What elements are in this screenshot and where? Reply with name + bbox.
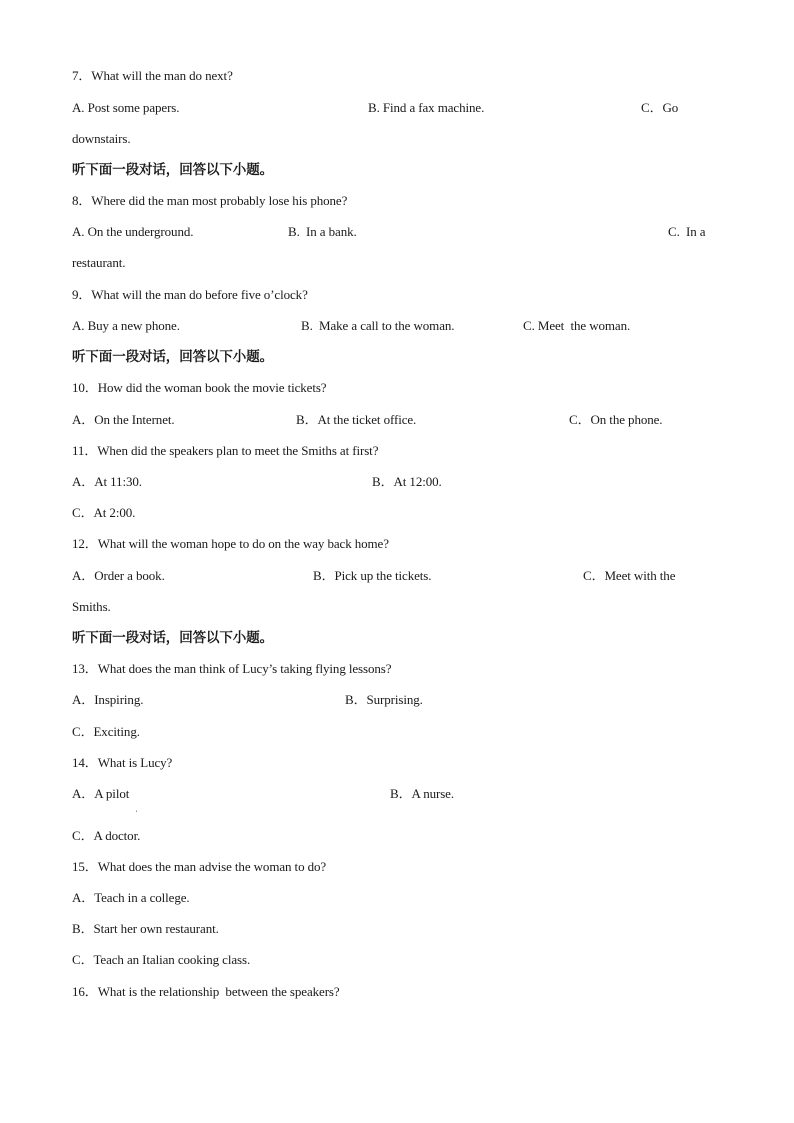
question-7-option-a: A. Post some papers.	[72, 100, 180, 115]
question-12-option-c-continued: Smiths.	[72, 599, 111, 614]
question-8-stem: 8．Where did the man most probably lose his phone?	[72, 193, 348, 208]
question-11-stem: 11．When did the speakers plan to meet the Smiths at first?	[72, 443, 379, 458]
question-8-option-b: B. In a bank.	[288, 224, 357, 239]
question-9-stem: 9．What will the man do before five o’clock?	[72, 287, 308, 302]
question-7-option-c: C．Go	[641, 100, 679, 115]
question-15-option-a: A．Teach in a college.	[72, 890, 190, 905]
question-10-option-b: B．At the ticket office.	[296, 412, 417, 427]
question-13-option-a: A．Inspiring.	[72, 692, 144, 707]
section-heading-3: 听下面一段对话，回答以下小题。	[72, 630, 273, 646]
question-14-option-a: A．A pilot	[72, 786, 130, 801]
question-15-option-b: B．Start her own restaurant.	[72, 921, 219, 936]
question-12-option-c: C．Meet with the	[583, 568, 676, 583]
question-15-stem: 15．What does the man advise the woman to do?	[72, 859, 327, 874]
question-13-option-b: B．Surprising.	[345, 692, 423, 707]
question-10-stem: 10．How did the woman book the movie tickets?	[72, 380, 327, 395]
question-7-stem: 7．What will the man do next?	[72, 68, 233, 83]
stray-mark: ˌ	[135, 802, 138, 812]
question-12-option-a: A．Order a book.	[72, 568, 165, 583]
question-15-option-c: C．Teach an Italian cooking class.	[72, 952, 251, 967]
question-14-option-b: B．A nurse.	[390, 786, 455, 801]
question-7-option-c-continued: downstairs.	[72, 131, 131, 146]
question-11-option-a: A．At 11:30.	[72, 474, 142, 489]
question-9-option-c: C. Meet the woman.	[523, 318, 631, 333]
question-13-stem: 13．What does the man think of Lucy’s taking flying lessons?	[72, 661, 392, 676]
question-11-option-c: C．At 2:00.	[72, 505, 136, 520]
question-8-option-a: A. On the underground.	[72, 224, 194, 239]
question-12-stem: 12．What will the woman hope to do on the way back home?	[72, 536, 389, 551]
section-heading-2: 听下面一段对话，回答以下小题。	[72, 349, 273, 365]
question-8-option-c-continued: restaurant.	[72, 255, 126, 270]
question-10-option-c: C．On the phone.	[569, 412, 663, 427]
question-8-option-c: C. In a	[668, 224, 706, 239]
question-14-option-c: C．A doctor.	[72, 828, 141, 843]
question-12-option-b: B．Pick up the tickets.	[313, 568, 432, 583]
section-heading-1: 听下面一段对话，回答以下小题。	[72, 162, 273, 178]
question-14-stem: 14．What is Lucy?	[72, 755, 173, 770]
question-9-option-b: B. Make a call to the woman.	[301, 318, 455, 333]
question-11-option-b: B．At 12:00.	[372, 474, 442, 489]
question-13-option-c: C．Exciting.	[72, 724, 140, 739]
question-9-option-a: A. Buy a new phone.	[72, 318, 180, 333]
question-10-option-a: A．On the Internet.	[72, 412, 175, 427]
question-7-option-b: B. Find a fax machine.	[368, 100, 485, 115]
question-16-stem: 16．What is the relationship between the speakers?	[72, 984, 340, 999]
